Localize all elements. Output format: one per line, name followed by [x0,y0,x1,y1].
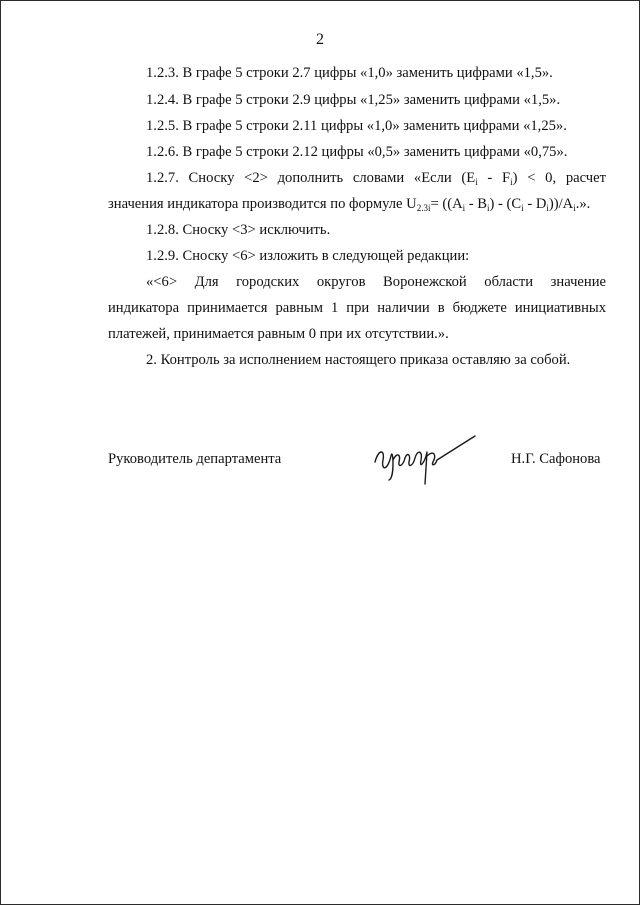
paragraph-2: 2. Контроль за исполнением настоящего приказа оставляю за собой. [146,352,571,368]
paragraph-1-2-8: 1.2.8. Сноску <3> исключить. [146,222,331,238]
paragraph-1-2-7-line-2: значения индикатора производится по формуле $U_{2.3i}= ((A_i - B_i) - (C_i - D_i))/A_i$.». [108,196,591,213]
paragraph-1-2-3: 1.2.3. В графе 5 строки 2.7 цифры «1,0» заменить цифрами «1,5». [146,65,553,81]
footnote-6-line-1: «<6> Для городских округов Воронежской области значение [146,274,606,290]
paragraph-1-2-7-line-1: 1.2.7. Сноску <2> дополнить словами «Если $(E_i - F_i) < 0$, расчет [146,170,606,187]
handwritten-signature [371,426,481,486]
signatory-name: Н.Г. Сафонова [511,451,601,467]
paragraph-1-2-9: 1.2.9. Сноску <6> изложить в следующей редакции: [146,248,470,264]
paragraph-1-2-4: 1.2.4. В графе 5 строки 2.9 цифры «1,25» заменить цифрами «1,5». [146,92,561,108]
page-number: 2 [316,31,324,48]
paragraph-1-2-6: 1.2.6. В графе 5 строки 2.12 цифры «0,5» заменить цифрами «0,75». [146,144,568,160]
footnote-6-line-2: индикатора принимается равным 1 при наличии в бюджете инициативных [108,300,606,316]
footnote-6-line-3: платежей, принимается равным 0 при их отсутствии.». [108,326,449,342]
paragraph-1-2-5: 1.2.5. В графе 5 строки 2.11 цифры «1,0» заменить цифрами «1,25». [146,118,567,134]
signatory-position: Руководитель департамента [108,451,282,467]
